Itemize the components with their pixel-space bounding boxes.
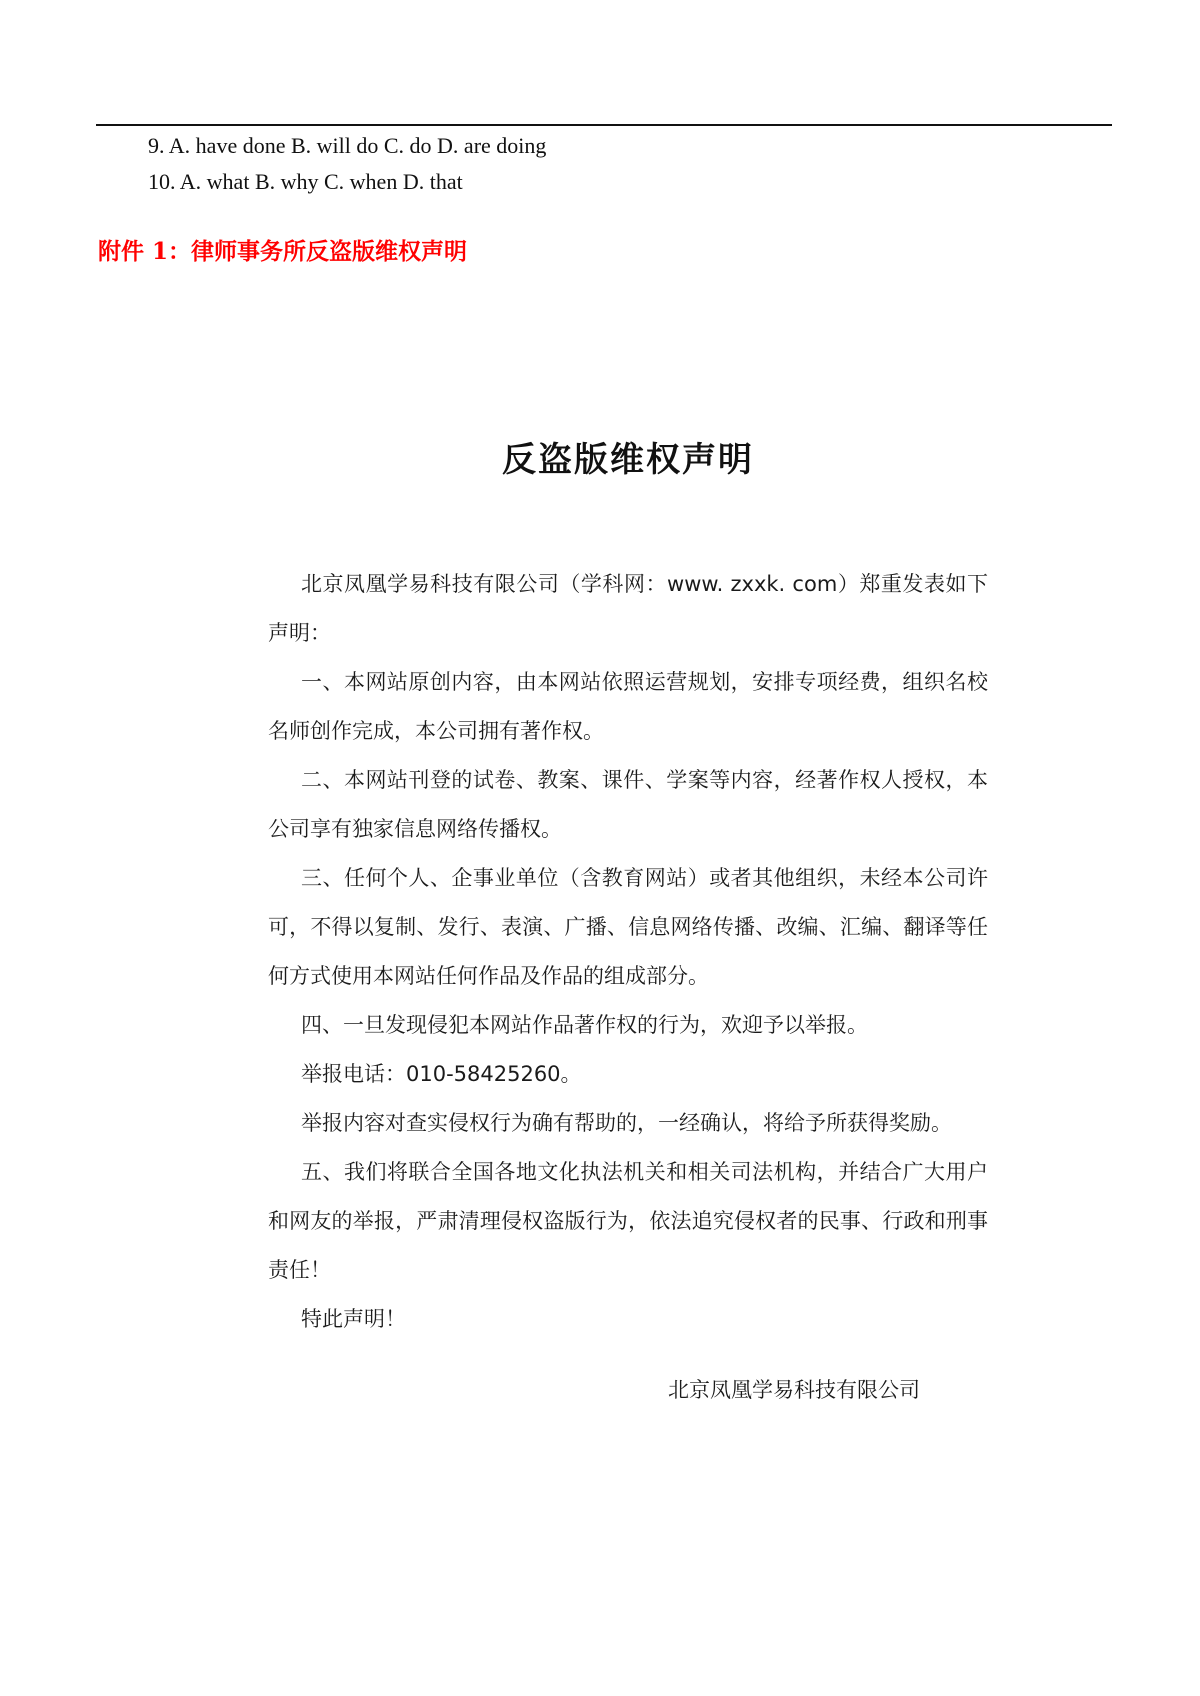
- notice-paragraph-3: 三、任何个人、企事业单位（含教育网站）或者其他组织，未经本公司许可，不得以复制、发行、表演、广播、信息网络传播、改编、汇编、翻译等任何方式使用本网站任何作品及作品的组成部分。: [268, 866, 988, 988]
- notice-paragraph-1: 一、本网站原创内容，由本网站依照运营规划，安排专项经费，组织名校名师创作完成，本公司拥有著作权。: [268, 670, 988, 743]
- notice-signature: 北京凤凰学易科技有限公司: [668, 1378, 920, 1402]
- header-rule: [96, 124, 1112, 126]
- notice-title: 反盗版维权声明: [502, 440, 754, 480]
- attachment-heading: 附件 1：律师事务所反盗版维权声明: [98, 238, 468, 265]
- notice-closing: 特此声明！: [301, 1307, 406, 1331]
- notice-paragraph-2: 二、本网站刊登的试卷、教案、课件、学案等内容，经著作权人授权，本公司享有独家信息网络传播权。: [268, 768, 988, 841]
- question-9-options: 9. A. have done B. will do C. do D. are doing: [148, 133, 547, 158]
- anti-piracy-notice: [268, 430, 988, 1344]
- question-10-options: 10. A. what B. why C. when D. that: [148, 169, 463, 194]
- notice-paragraph-intro: 北京凤凰学易科技有限公司（学科网：www. zxxk. com）郑重发表如下声明：: [268, 572, 988, 645]
- notice-paragraph-5: 五、我们将联合全国各地文化执法机关和相关司法机构，并结合广大用户和网友的举报，严肃清理侵权盗版行为，依法追究侵权者的民事、行政和刑事责任！: [268, 1160, 988, 1282]
- notice-report-reward: 举报内容对查实侵权行为确有帮助的，一经确认，将给予所获得奖励。: [301, 1111, 952, 1135]
- notice-report-phone: 举报电话：010-58425260。: [301, 1062, 582, 1086]
- notice-paragraph-4: 四、一旦发现侵犯本网站作品著作权的行为，欢迎予以举报。: [301, 1013, 868, 1037]
